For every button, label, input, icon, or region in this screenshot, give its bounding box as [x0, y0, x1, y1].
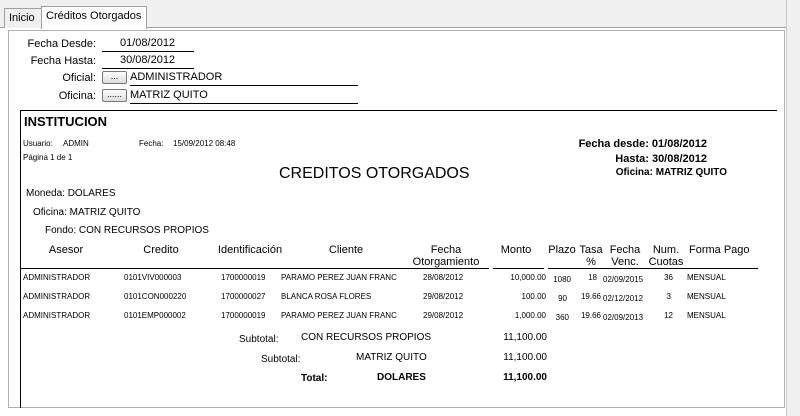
cell-identificacion: 1700000027	[221, 292, 266, 301]
fecha-impresion-value: 15/09/2012 08:48	[173, 139, 236, 148]
cell-forma-pago: MENSUAL	[687, 292, 726, 301]
cell-cliente: PARAMO PEREZ JUAN FRANC	[281, 311, 397, 320]
col-plazo: Plazo	[548, 244, 576, 256]
fecha-hasta-value: 30/08/2012	[120, 54, 176, 66]
total-name: DOLARES	[377, 372, 426, 383]
group-fondo: Fondo: CON RECURSOS PROPIOS	[45, 225, 209, 236]
oficina-value: MATRIZ QUITO	[130, 89, 208, 101]
report-viewer	[20, 110, 777, 408]
col-forma-pago: Forma Pago	[689, 244, 750, 256]
fecha-desde-value: 01/08/2012	[120, 37, 176, 49]
subtotal-oficina-name: MATRIZ QUITO	[356, 352, 427, 363]
cell-cuotas: 3	[666, 292, 671, 301]
total-value: 11,100.00	[503, 372, 547, 383]
usuario-label: Usuario:	[23, 139, 53, 148]
header-underline	[21, 268, 489, 269]
cell-cliente: PARAMO PEREZ JUAN FRANC	[281, 273, 397, 282]
report-oficina: Oficina: MATRIZ QUITO	[615, 167, 727, 178]
institution-name: INSTITUCION	[24, 114, 108, 129]
oficial-value: ADMINISTRADOR	[130, 71, 223, 83]
cell-forma-pago: MENSUAL	[687, 311, 726, 320]
col-fecha-otorgamiento-line1: Fecha	[430, 244, 462, 256]
col-asesor: Asesor	[48, 244, 84, 256]
cell-cuotas: 36	[664, 273, 673, 282]
cell-fecha-otorgamiento: 28/08/2012	[423, 273, 464, 282]
oficial-lookup-button[interactable]: ...	[102, 71, 127, 84]
group-oficina: Oficina: MATRIZ QUITO	[33, 207, 141, 218]
cell-asesor: ADMINISTRADOR	[23, 273, 91, 282]
cell-plazo: 1080	[553, 275, 571, 284]
fecha-desde-input[interactable]	[102, 37, 194, 52]
subtotal-oficina-value: 11,100.00	[503, 352, 547, 363]
cell-monto: 10,000.00	[510, 273, 546, 282]
col-num-cuotas-line2: Cuotas	[648, 256, 684, 268]
cell-cuotas: 12	[664, 311, 673, 320]
subtotal-fondo-value: 11,100.00	[503, 332, 547, 343]
header-underline	[548, 268, 758, 269]
cell-fecha-otorgamiento: 29/08/2012	[423, 311, 464, 320]
oficina-field[interactable]	[130, 89, 358, 104]
cell-fecha-venc: 02/09/2013	[603, 313, 644, 322]
cell-tasa: 19.66	[580, 311, 601, 320]
subtotal-fondo-name: CON RECURSOS PROPIOS	[301, 332, 432, 343]
cell-monto: 1,000.00	[514, 311, 546, 320]
cell-credito: 0101VIV000003	[124, 273, 182, 282]
col-fecha-venc-line2: Venc.	[611, 256, 639, 268]
col-tasa-line1: Tasa	[579, 244, 603, 256]
col-fecha-venc-line1: Fecha	[609, 244, 641, 256]
report-title: CREDITOS OTORGADOS	[279, 165, 470, 182]
cell-monto: 100.00	[521, 292, 546, 301]
fecha-hasta-input[interactable]	[102, 54, 194, 69]
usuario-value: ADMIN	[63, 139, 89, 148]
cell-tasa: 18	[588, 273, 597, 282]
col-identificacion: Identificación	[217, 244, 283, 256]
oficial-field[interactable]	[130, 71, 358, 86]
cell-credito: 0101CON000220	[124, 292, 187, 301]
cell-forma-pago: MENSUAL	[687, 273, 726, 282]
cell-credito: 0101EMP000002	[124, 311, 186, 320]
tab-creditos-otorgados[interactable]: Créditos Otorgados	[41, 6, 147, 29]
cell-identificacion: 1700000019	[221, 311, 266, 320]
total-label: Total:	[301, 373, 328, 384]
header-underline	[493, 268, 544, 269]
subtotal-fondo-label: Subtotal:	[239, 334, 279, 345]
tab-bar	[0, 0, 800, 28]
cell-asesor: ADMINISTRADOR	[23, 311, 91, 320]
cell-identificacion: 1700000019	[221, 273, 266, 282]
col-credito: Credito	[143, 244, 179, 256]
subtotal-oficina-label: Subtotal:	[261, 354, 301, 365]
col-fecha-otorgamiento-line2: Otorgamiento	[412, 256, 480, 268]
cell-tasa: 19.66	[580, 292, 601, 301]
fecha-desde-label: Fecha Desde:	[27, 38, 96, 50]
cell-asesor: ADMINISTRADOR	[23, 292, 91, 301]
vertical-scrollbar[interactable]	[786, 0, 800, 416]
col-num-cuotas-line1: Num.	[652, 244, 680, 256]
fecha-impresion-label: Fecha:	[139, 139, 164, 148]
cell-fecha-otorgamiento: 29/08/2012	[423, 292, 464, 301]
oficina-label: Oficina:	[58, 90, 96, 102]
cell-cliente: BLANCA ROSA FLORES	[281, 292, 372, 301]
oficial-label: Oficial:	[62, 72, 96, 84]
tab-inicio[interactable]: Inicio	[4, 8, 42, 28]
cell-fecha-venc: 02/12/2012	[603, 294, 644, 303]
col-cliente: Cliente	[328, 244, 364, 256]
cell-fecha-venc: 02/09/2015	[603, 275, 644, 284]
report-hasta: Hasta: 30/08/2012	[615, 153, 707, 165]
oficina-lookup-button[interactable]: ......	[102, 89, 127, 102]
page-indicator: Página 1 de 1	[23, 153, 73, 162]
report-fecha-desde: Fecha desde: 01/08/2012	[578, 138, 707, 150]
fecha-hasta-label: Fecha Hasta:	[30, 55, 96, 67]
group-moneda: Moneda: DOLARES	[26, 188, 116, 199]
cell-plazo: 360	[555, 313, 569, 322]
col-monto: Monto	[500, 244, 532, 256]
cell-plazo: 90	[558, 294, 567, 303]
col-tasa-line2: %	[586, 256, 596, 268]
